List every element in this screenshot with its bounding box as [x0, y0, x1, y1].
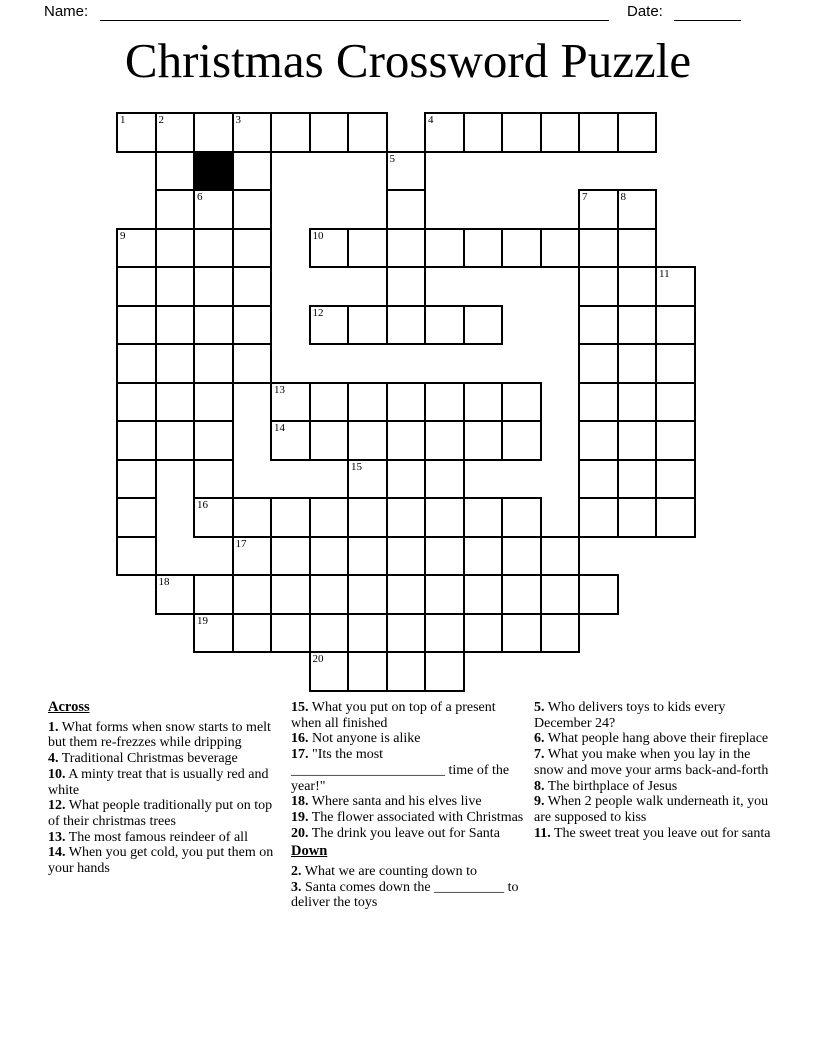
down-heading: Down — [291, 843, 328, 860]
cell-number: 1 — [120, 114, 126, 126]
grid-cell[interactable] — [424, 651, 465, 692]
grid-cell[interactable] — [463, 536, 504, 577]
grid-cell[interactable] — [232, 151, 273, 192]
grid-cell[interactable] — [270, 382, 311, 423]
grid-cell[interactable] — [193, 613, 234, 654]
grid-cell[interactable] — [232, 497, 273, 538]
grid-cell[interactable] — [501, 382, 542, 423]
grid-cell[interactable] — [270, 112, 311, 153]
grid-cell[interactable] — [655, 459, 696, 500]
clue-number: 18. — [291, 794, 309, 810]
grid-cell[interactable] — [540, 536, 581, 577]
clue-number: 16. — [291, 731, 309, 747]
grid-cell[interactable] — [655, 343, 696, 384]
grid-cell[interactable] — [232, 305, 273, 346]
clue-10: 10. A minty treat that is usually red and white — [48, 766, 269, 798]
grid-cell[interactable] — [270, 420, 311, 461]
grid-cell[interactable] — [116, 420, 157, 461]
grid-cell[interactable] — [347, 459, 388, 500]
clue-3: 3. Santa comes down the __________ to deliver the toys — [291, 879, 519, 911]
grid-cell[interactable] — [617, 459, 658, 500]
clue-number: 19. — [291, 809, 309, 825]
grid-cell[interactable] — [424, 574, 465, 615]
clue-number: 20. — [291, 825, 309, 841]
clue-column-2 — [291, 700, 528, 911]
name-field[interactable] — [100, 1, 609, 21]
grid-cell[interactable] — [232, 112, 273, 153]
grid-cell[interactable] — [309, 305, 350, 346]
clue-18: 18. Where santa and his elves live — [291, 794, 482, 810]
cell-number: 8 — [620, 191, 626, 203]
grid-cell[interactable] — [193, 459, 234, 500]
grid-cell[interactable] — [386, 420, 427, 461]
grid-cell[interactable] — [501, 228, 542, 269]
grid-cell[interactable] — [309, 420, 350, 461]
clue-number: 17. — [291, 747, 309, 763]
cell-number: 18 — [158, 576, 170, 588]
grid-cell[interactable] — [155, 420, 196, 461]
clue-4: 4. Traditional Christmas beverage — [48, 751, 238, 767]
grid-cell[interactable] — [309, 651, 350, 692]
grid-cell[interactable] — [386, 497, 427, 538]
grid-cell[interactable] — [270, 574, 311, 615]
grid-cell[interactable] — [617, 420, 658, 461]
clue-5: 5. Who delivers toys to kids every December 24? — [534, 700, 726, 731]
grid-cell[interactable] — [386, 574, 427, 615]
grid-cell[interactable] — [463, 305, 504, 346]
clue-1: 1. What forms when snow starts to melt but them re-frezzes while dripping — [48, 719, 271, 751]
clue-8: 8. The birthplace of Jesus — [534, 778, 678, 794]
grid-cell[interactable] — [424, 497, 465, 538]
grid-cell[interactable] — [116, 536, 157, 577]
grid-cell[interactable] — [655, 497, 696, 538]
clue-17: 17. "Its the most ______________________ time of the year!" — [291, 747, 510, 794]
cell-number: 5 — [389, 152, 395, 165]
grid-cell[interactable] — [386, 651, 427, 692]
clue-11: 11. The sweet treat you leave out for santa — [534, 825, 771, 841]
grid-cell[interactable] — [309, 382, 350, 423]
grid-cell[interactable] — [309, 536, 350, 577]
grid-cell[interactable] — [193, 112, 234, 153]
grid-cell[interactable] — [540, 112, 581, 153]
grid-cell[interactable] — [424, 305, 465, 346]
cell-number: 6 — [197, 191, 203, 203]
grid-cell[interactable] — [193, 574, 234, 615]
grid-cell[interactable] — [424, 228, 465, 269]
grid-cell[interactable] — [232, 189, 273, 230]
clue-20: 20. The drink you leave out for Santa — [291, 825, 500, 841]
cell-number: 17 — [235, 537, 247, 550]
grid-cell[interactable] — [578, 228, 619, 269]
grid-cell[interactable] — [540, 613, 581, 654]
grid-cell[interactable] — [347, 613, 388, 654]
clue-number: 9. — [534, 794, 545, 810]
grid-cell[interactable] — [193, 382, 234, 423]
grid-cell[interactable] — [501, 420, 542, 461]
cell-number: 2 — [158, 114, 164, 126]
grid-cell[interactable] — [578, 343, 619, 384]
clue-6: 6. What people hang above their fireplace — [534, 731, 769, 747]
grid-cell[interactable] — [232, 536, 273, 577]
grid-cell[interactable] — [155, 228, 196, 269]
grid-cell[interactable] — [463, 228, 504, 269]
page-title: Christmas Crossword Puzzle — [124, 33, 692, 88]
grid-cell[interactable] — [463, 574, 504, 615]
clue-number: 6. — [534, 731, 545, 747]
grid-cell[interactable] — [578, 574, 619, 615]
grid-cell[interactable] — [424, 112, 465, 153]
clue-number: 2. — [291, 864, 302, 880]
grid-cell[interactable] — [193, 266, 234, 307]
clue-14: 14. When you get cold, you put them on your hands — [48, 845, 274, 877]
grid-cell[interactable] — [655, 266, 696, 307]
grid-cell[interactable] — [617, 112, 658, 153]
grid-cell[interactable] — [578, 497, 619, 538]
black-cell — [193, 151, 234, 192]
date-field[interactable] — [674, 1, 741, 21]
clue-number: 1. — [48, 719, 59, 735]
cell-number: 16 — [197, 499, 208, 511]
cell-number: 4 — [428, 114, 434, 126]
clue-19: 19. The flower associated with Christmas — [291, 809, 524, 825]
clue-9: 9. When 2 people walk underneath it, you are supposed to kiss — [534, 794, 769, 825]
grid-cell[interactable] — [193, 228, 234, 269]
clue-number: 13. — [48, 829, 66, 845]
clue-16: 16. Not anyone is alike — [291, 731, 421, 747]
grid-cell[interactable] — [655, 382, 696, 423]
date-label: Date: — [627, 3, 663, 20]
grid-cell[interactable] — [116, 228, 157, 269]
grid-cell[interactable] — [309, 613, 350, 654]
clue-number: 5. — [534, 700, 545, 715]
grid-cell[interactable] — [463, 420, 504, 461]
grid-cell[interactable] — [193, 305, 234, 346]
grid-cell[interactable] — [232, 343, 273, 384]
grid-cell[interactable] — [193, 343, 234, 384]
cell-number: 12 — [312, 306, 324, 319]
grid-cell[interactable] — [155, 305, 196, 346]
clue-number: 14. — [48, 845, 66, 861]
grid-cell[interactable] — [232, 574, 273, 615]
grid-cell[interactable] — [540, 574, 581, 615]
grid-cell[interactable] — [424, 420, 465, 461]
grid-cell[interactable] — [463, 613, 504, 654]
crossword-grid — [116, 112, 698, 694]
grid-cell[interactable] — [116, 305, 157, 346]
grid-cell[interactable] — [155, 189, 196, 230]
grid-cell[interactable] — [655, 420, 696, 461]
clue-13: 13. The most famous reindeer of all — [48, 829, 248, 845]
grid-cell[interactable] — [309, 497, 350, 538]
grid-cell[interactable] — [232, 266, 273, 307]
grid-cell[interactable] — [578, 420, 619, 461]
grid-cell[interactable] — [463, 112, 504, 153]
grid-cell[interactable] — [501, 497, 542, 538]
grid-cell[interactable] — [309, 228, 350, 269]
grid-cell[interactable] — [270, 536, 311, 577]
grid-cell[interactable] — [155, 343, 196, 384]
grid-cell[interactable] — [386, 151, 427, 192]
grid-cell[interactable] — [347, 228, 388, 269]
cell-number: 3 — [235, 114, 241, 126]
grid-cell[interactable] — [501, 574, 542, 615]
grid-cell[interactable] — [578, 189, 619, 230]
grid-cell[interactable] — [424, 536, 465, 577]
grid-cell[interactable] — [193, 189, 234, 230]
grid-cell[interactable] — [270, 497, 311, 538]
grid-cell[interactable] — [309, 112, 350, 153]
grid-cell[interactable] — [655, 305, 696, 346]
grid-cell[interactable] — [617, 189, 658, 230]
cell-number: 9 — [120, 229, 126, 242]
clue-number: 8. — [534, 778, 545, 794]
grid-cell[interactable] — [578, 459, 619, 500]
grid-cell[interactable] — [347, 382, 388, 423]
across-heading: Across — [48, 699, 90, 715]
grid-cell[interactable] — [386, 536, 427, 577]
clue-column-3 — [534, 700, 771, 841]
grid-cell[interactable] — [386, 382, 427, 423]
grid-cell[interactable] — [386, 266, 427, 307]
grid-cell[interactable] — [116, 382, 157, 423]
grid-cell[interactable] — [617, 497, 658, 538]
grid-cell[interactable] — [424, 459, 465, 500]
clue-number: 15. — [291, 700, 309, 715]
cell-number: 13 — [274, 383, 285, 396]
cell-number: 19 — [197, 614, 208, 627]
grid-cell[interactable] — [386, 189, 427, 230]
grid-cell[interactable] — [347, 420, 388, 461]
grid-cell[interactable] — [270, 613, 311, 654]
grid-cell[interactable] — [309, 574, 350, 615]
grid-cell[interactable] — [424, 613, 465, 654]
cell-number: 15 — [351, 460, 362, 473]
grid-cell[interactable] — [617, 343, 658, 384]
grid-cell[interactable] — [347, 574, 388, 615]
grid-cell[interactable] — [155, 266, 196, 307]
grid-cell[interactable] — [501, 112, 542, 153]
grid-cell[interactable] — [116, 459, 157, 500]
grid-cell[interactable] — [155, 574, 196, 615]
clue-number: 11. — [534, 825, 551, 841]
grid-cell[interactable] — [501, 613, 542, 654]
grid-cell[interactable] — [463, 382, 504, 423]
clue-15: 15. What you put on top of a present when all finished — [291, 700, 496, 731]
grid-cell[interactable] — [347, 305, 388, 346]
grid-cell[interactable] — [386, 459, 427, 500]
grid-cell[interactable] — [116, 343, 157, 384]
grid-cell[interactable] — [424, 382, 465, 423]
clue-12: 12. What people traditionally put on top of their christmas trees — [48, 798, 273, 829]
grid-cell[interactable] — [617, 305, 658, 346]
clue-number: 4. — [48, 751, 59, 767]
grid-cell[interactable] — [578, 112, 619, 153]
grid-cell[interactable] — [347, 651, 388, 692]
grid-cell[interactable] — [155, 112, 196, 153]
grid-cell[interactable] — [155, 382, 196, 423]
grid-cell[interactable] — [578, 305, 619, 346]
grid-cell[interactable] — [116, 497, 157, 538]
grid-cell[interactable] — [540, 228, 581, 269]
grid-cell[interactable] — [501, 536, 542, 577]
grid-cell[interactable] — [347, 536, 388, 577]
grid-cell[interactable] — [193, 420, 234, 461]
grid-cell[interactable] — [155, 151, 196, 192]
grid-cell[interactable] — [193, 497, 234, 538]
grid-cell[interactable] — [617, 266, 658, 307]
grid-cell[interactable] — [463, 497, 504, 538]
clue-number: 10. — [48, 766, 66, 782]
clue-number: 3. — [291, 879, 302, 895]
cell-number: 10 — [312, 229, 324, 242]
grid-cell[interactable] — [116, 112, 157, 153]
grid-cell[interactable] — [617, 228, 658, 269]
clue-number: 12. — [48, 798, 66, 814]
grid-cell[interactable] — [347, 497, 388, 538]
grid-cell[interactable] — [386, 613, 427, 654]
grid-cell[interactable] — [578, 266, 619, 307]
grid-cell[interactable] — [232, 228, 273, 269]
grid-cell[interactable] — [232, 613, 273, 654]
name-label: Name: — [44, 3, 89, 20]
grid-cell[interactable] — [386, 228, 427, 269]
grid-cell[interactable] — [116, 266, 157, 307]
cell-number: 11 — [659, 268, 670, 280]
clue-7: 7. What you make when you lay in the snow and move your arms back-and-forth — [534, 747, 769, 778]
clue-2: 2. What we are counting down to — [291, 864, 477, 880]
clue-column-1 — [48, 700, 285, 877]
cell-number: 20 — [312, 653, 324, 665]
clue-number: 7. — [534, 747, 545, 763]
grid-cell[interactable] — [347, 112, 388, 153]
cell-number: 7 — [582, 191, 588, 203]
grid-cell[interactable] — [578, 382, 619, 423]
cell-number: 14 — [274, 422, 285, 434]
grid-cell[interactable] — [386, 305, 427, 346]
grid-cell[interactable] — [617, 382, 658, 423]
